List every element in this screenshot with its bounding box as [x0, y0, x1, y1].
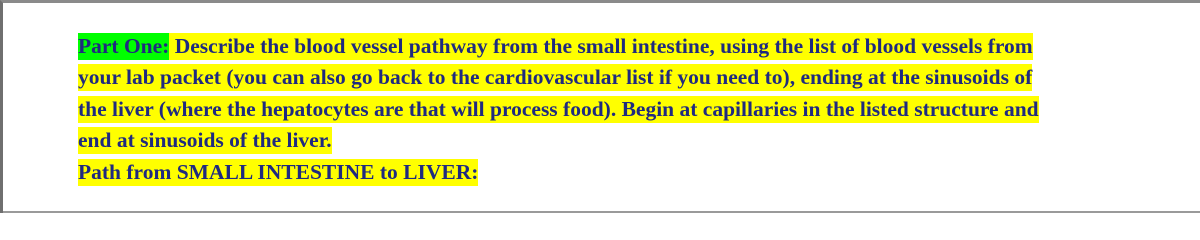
instruction-text-1: Describe the blood vessel pathway from the small intestine, using the list of blood vessels from [169, 34, 1033, 58]
path-line [78, 157, 1198, 188]
instruction-text-3: the liver (where the hepatocytes are that will process food). Begin at capillaries in the listed structure and [78, 96, 1039, 121]
path-label: Path from SMALL INTESTINE to LIVER: [78, 159, 479, 184]
instruction-line-4 [78, 125, 1198, 156]
instructions-paragraph [78, 31, 1198, 157]
instruction-line-3 [78, 94, 1198, 125]
part-heading: Part One: [78, 34, 170, 58]
instruction-line-1 [78, 31, 1198, 62]
page-bottom-divider [3, 211, 1200, 213]
instruction-line-2 [78, 62, 1198, 93]
path-paragraph [78, 157, 1198, 188]
question-text-block [78, 31, 1198, 188]
instruction-text-4: end at sinusoids of the liver. [78, 128, 332, 153]
instruction-text-2: your lab packet (you can also go back to the cardiovascular list if you need to), ending at the sinusoids of [78, 65, 1033, 90]
